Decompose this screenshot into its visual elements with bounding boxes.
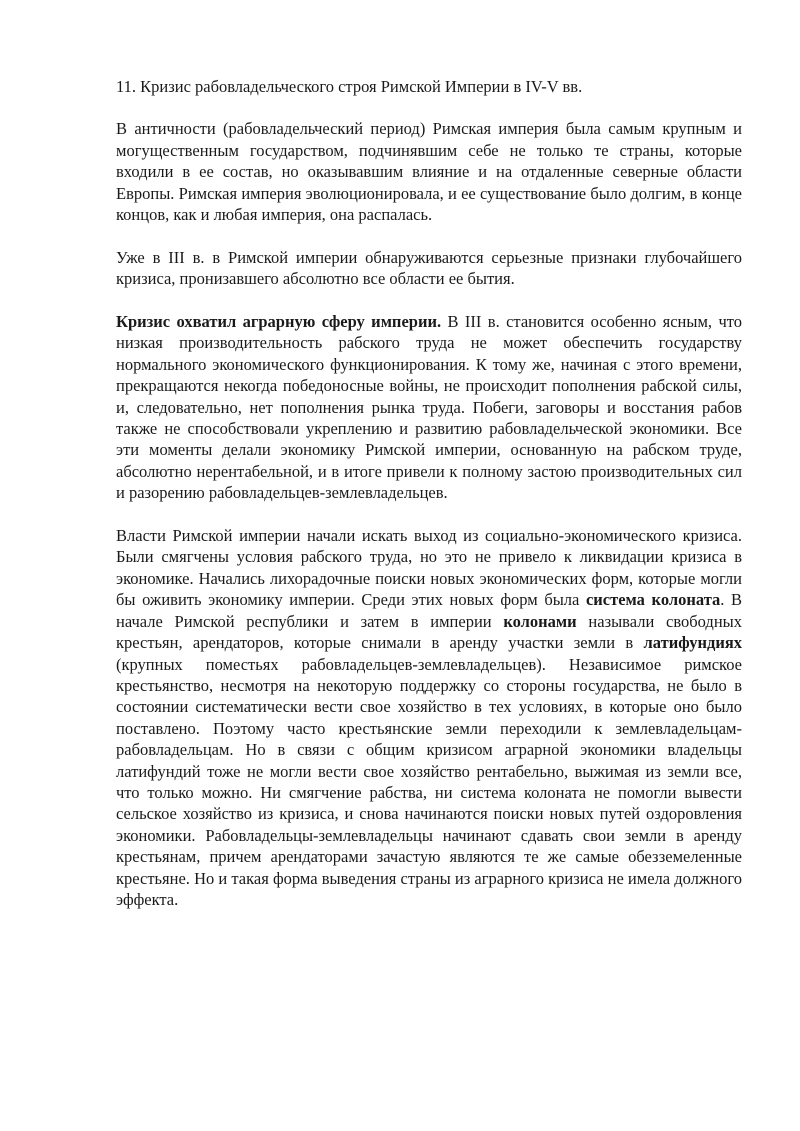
paragraph-3-bold-lead: Кризис охватил аграрную сферу империи. (116, 312, 442, 332)
paragraph-3-text: В III в. становится особенно ясным, что низкая производительность рабского труда не может обеспечить государству нормального экономического функционирования. К тому же, начиная с этого времени, прекращаются некогда победоносные войны, не происходит пополнения рабской силы, и, следовательно, нет пополнения рынка труда. Побеги, заговоры и восстания рабов также не способствовали укреплению и развитию рабовладельческой экономики. Все эти моменты делали экономику Римской империи, основанную на рабском труде, абсолютно нерентабельной, и в итоге привели к полному застою производительных сил и разорению рабовладельцев-землевладельцев. (116, 312, 742, 503)
paragraph-4-text-c: называли свободных крестьян, арендаторов, которые снимали в аренду участки земли в (116, 611, 742, 653)
document-page (116, 76, 742, 932)
paragraph-3 (116, 311, 742, 504)
term-colons: колонами (503, 611, 577, 631)
document-heading: 11. Кризис рабовладельческого строя Римской Империи в IV-V вв. (116, 77, 583, 96)
term-latifundia: латифундиях (643, 633, 742, 653)
term-colonate-system: система колоната (585, 590, 721, 610)
paragraph-1: В античности (рабовладельческий период) Римская империя была самым крупным и могущественным государством, подчинявшим себе не только те страны, которые входили в ее состав, но оказывавшим влияние и на отдаленные северные области Европы. Римская империя эволюционировала, и ее существование было долгим, в конце концов, как и любая империя, она распалась. (116, 119, 742, 225)
paragraph-2: Уже в III в. в Римской империи обнаруживаются серьезные признаки глубочайшего кризиса, пронизавшего абсолютно все области ее бытия. (116, 247, 742, 289)
paragraph-4 (116, 525, 742, 910)
paragraph-4-text-b: . В начале Римской республики и затем в империи (116, 590, 742, 631)
paragraph-4-text-d: (крупных поместьях рабовладельцев-землевладельцев). Независимое римское крестьянство, несмотря на некоторую поддержку со стороны государства, не было в состоянии систематически вести свое хозяйство в тех условиях, в которые оно было поставлено. Поэтому часто крестьянские земли переходили к землевладельцам-рабовладельцам. Но в связи с общим кризисом аграрной экономики владельцы латифундий тоже не могли вести свое хозяйство рентабельно, выжимая из земли все, что только можно. Ни смягчение рабства, ни система колоната не помогли вывести сельское хозяйство из кризиса, и снова начинаются поиски новых путей оздоровления экономики. Рабовладельцы-землевладельцы начинают сдавать свои земли в аренду крестьянам, причем арендаторами зачастую являются те же самые обезземеленные крестьяне. Но и такая форма выведения страны из аграрного кризиса не имела должного эффекта. (116, 654, 742, 909)
paragraph-4-text-a: Власти Римской империи начали искать выход из социально-экономического кризиса. Были смягчены условия рабского труда, но это не привело к ликвидации кризиса в экономике. Начались лихорадочные поиски новых экономических форм, которые могли бы оживить экономику империи. Среди этих новых форм была (116, 526, 742, 610)
